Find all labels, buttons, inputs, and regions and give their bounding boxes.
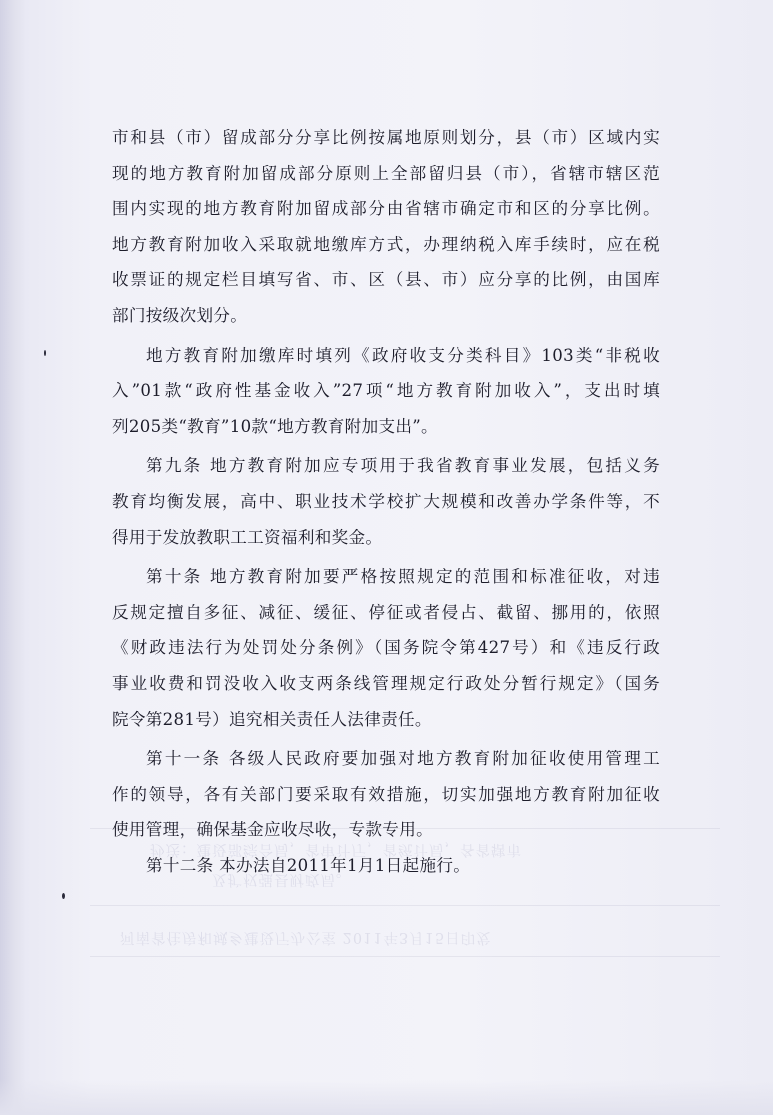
bleed-through-line-1: 抄送：建设部综合局，省审计厅，省统计局，各省辖市 [150,841,522,857]
article-9 [112,448,660,555]
scan-speck-2 [62,893,65,899]
text-line: 《财政违法行为处罚处分条例》（国务院令第427号）和《违反行政 [112,638,660,658]
article-12 [112,848,660,884]
document-body [112,120,660,883]
paragraph-budget-classification [112,338,660,445]
article-11 [112,741,660,848]
bleed-through-rule-bottom [90,956,720,957]
text-line: 地方教育附加收入采取就地缴库方式，办理纳税入库手续时，应在税 [112,234,660,254]
text-line: 得用于发放教职工工资福利和奖金。 [112,527,383,547]
text-line: 院令第281号）追究相关责任人法律责任。 [112,709,432,729]
text-line: 教育均衡发展，高中、职业技术学校扩大规模和改善办学条件等，不 [112,491,660,511]
text-line: 部门按级次划分。 [112,305,248,325]
text-line: 围内实现的地方教育附加留成部分由省辖市确定市和区的分享比例。 [112,199,660,219]
bleed-through-line-2: 及扩权强县财政局。 [212,871,352,887]
article-10 [112,559,660,737]
scan-speck-1 [44,350,46,356]
text-line: 第十二条 本办法自2011年1月1日起施行。 [146,855,471,875]
text-line: 入”01款“政府性基金收入”27项“地方教育附加收入”，支出时填 [112,381,660,401]
text-line: 使用管理，确保基金应收尽收，专款专用。 [112,820,433,840]
text-line: 第十条 地方教育附加要严格按照规定的范围和标准征收，对违 [146,567,660,587]
text-line: 事业收费和罚没收入收支两条线管理规定行政处分暂行规定》（国务 [112,673,660,693]
bleed-through-rule-mid [90,905,720,906]
text-line: 列205类“教育”10款“地方教育附加支出”。 [112,416,438,436]
paragraph-revenue-sharing [112,120,660,334]
text-line: 第九条 地方教育附加应专项用于我省教育事业发展，包括义务 [146,456,660,476]
text-line: 收票证的规定栏目填写省、市、区（县、市）应分享的比例，由国库 [112,270,660,290]
text-line: 地方教育附加缴库时填列《政府收支分类科目》103类“非税收 [146,345,660,365]
text-line: 作的领导，各有关部门要采取有效措施，切实加强地方教育附加征收 [112,784,660,804]
bleed-through-line-3: 河南省住房和城乡建设厅办公室 2011年3月15日印发 [120,929,492,945]
page-bottom-shadow [0,1080,773,1115]
text-line: 反规定擅自多征、减征、缓征、停征或者侵占、截留、挪用的，依照 [112,602,660,622]
text-line: 现的地方教育附加留成部分原则上全部留归县（市），省辖市辖区范 [112,163,660,183]
text-line: 市和县（市）留成部分分享比例按属地原则划分，县（市）区域内实 [112,128,660,147]
text-line: 第十一条 各级人民政府要加强对地方教育附加征收使用管理工 [146,749,660,769]
binding-edge-shadow [0,0,26,1115]
